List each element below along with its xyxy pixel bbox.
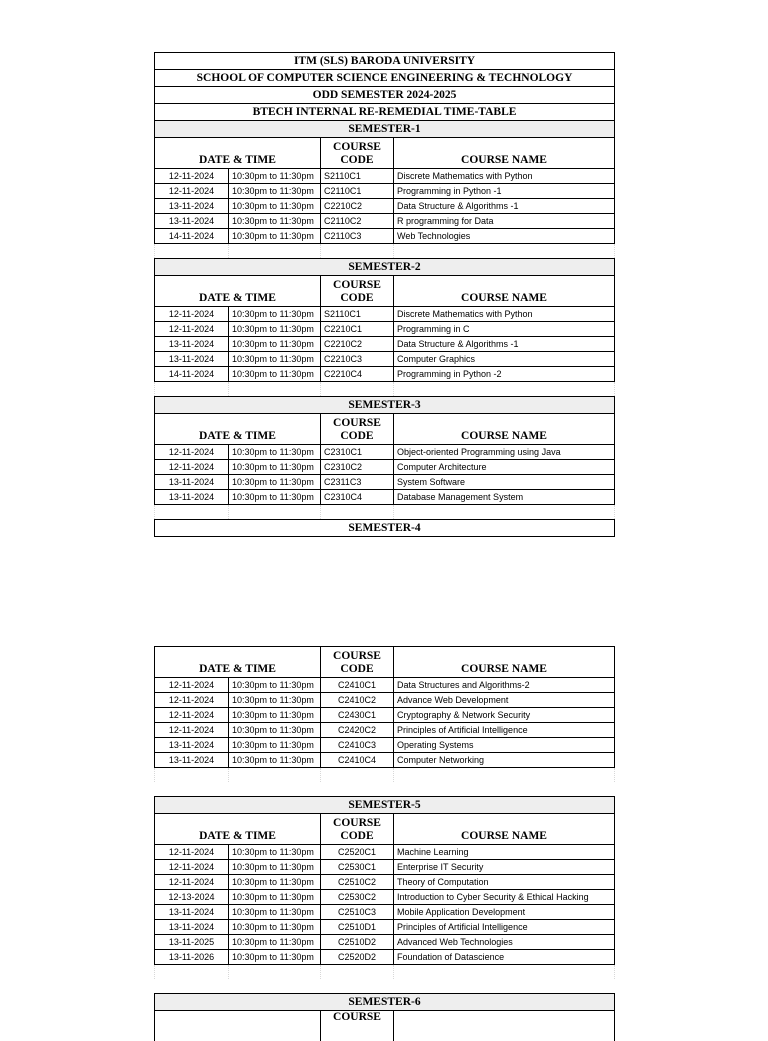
table-row: 13-11-2024 10:30pm to 11:30pm C2210C2 Data Structure & Algorithms -1 <box>155 199 615 214</box>
semester-title: SEMESTER-2 <box>155 259 615 276</box>
timetable-sheet <box>154 52 614 1041</box>
timetable-continued <box>154 646 615 1041</box>
table-row: 12-11-2024 10:30pm to 11:30pm C2110C1 Programming in Python -1 <box>155 184 615 199</box>
section-gap <box>155 979 615 994</box>
table-row: 12-11-2024 10:30pm to 11:30pm C2530C1 Enterprise IT Security <box>155 860 615 875</box>
date-time-header: DATE & TIME <box>155 814 321 845</box>
table-row: 12-11-2024 10:30pm to 11:30pm C2210C1 Programming in C <box>155 322 615 337</box>
course-code-header: COURSE CODE <box>321 814 394 845</box>
school-name: SCHOOL OF COMPUTER SCIENCE ENGINEERING & TECHNOLOGY <box>155 70 615 87</box>
table-row: 14-11-2024 10:30pm to 11:30pm C2210C4 Programming in Python -2 <box>155 367 615 382</box>
timetable-title: BTECH INTERNAL RE-REMEDIAL TIME-TABLE <box>155 104 615 121</box>
table-row: 14-11-2024 10:30pm to 11:30pm C2110C3 Web Technologies <box>155 229 615 244</box>
table-row: 12-11-2024 10:30pm to 11:30pm C2410C1 Data Structures and Algorithms-2 <box>155 678 615 693</box>
page-break-space <box>154 537 614 646</box>
table-row: 13-11-2024 10:30pm to 11:30pm C2410C4 Computer Networking <box>155 753 615 768</box>
date-time-header: DATE & TIME <box>155 414 321 445</box>
section-gap <box>155 244 615 259</box>
section-gap <box>155 965 615 980</box>
table-row: 13-11-2025 10:30pm to 11:30pm C2510D2 Advanced Web Technologies <box>155 935 615 950</box>
date-time-header: DATE & TIME <box>155 647 321 678</box>
table-row: 13-11-2024 10:30pm to 11:30pm C2311C3 System Software <box>155 475 615 490</box>
course-code-header: COURSE CODE <box>321 276 394 307</box>
course-code-header: COURSE CODE <box>321 647 394 678</box>
table-row: 13-11-2024 10:30pm to 11:30pm C2210C2 Data Structure & Algorithms -1 <box>155 337 615 352</box>
semester-title: SEMESTER-1 <box>155 121 615 138</box>
date-time-header <box>155 1011 321 1041</box>
table-row: 13-11-2024 10:30pm to 11:30pm C2410C3 Operating Systems <box>155 738 615 753</box>
section-gap <box>155 382 615 397</box>
table-row: 12-11-2024 10:30pm to 11:30pm C2520C1 Machine Learning <box>155 845 615 860</box>
course-name-header: COURSE NAME <box>394 414 615 445</box>
table-row: 12-11-2024 10:30pm to 11:30pm C2410C2 Advance Web Development <box>155 693 615 708</box>
table-row: 13-11-2024 10:30pm to 11:30pm C2110C2 R programming for Data <box>155 214 615 229</box>
semester-title: SEMESTER-4 <box>155 520 615 537</box>
semester-title: SEMESTER-5 <box>155 797 615 814</box>
table-row: 12-11-2024 10:30pm to 11:30pm S2110C1 Discrete Mathematics with Python <box>155 307 615 322</box>
table-row: 13-11-2024 10:30pm to 11:30pm C2310C4 Database Management System <box>155 490 615 505</box>
section-gap <box>155 768 615 783</box>
table-row: 12-11-2024 10:30pm to 11:30pm C2420C2 Principles of Artificial Intelligence <box>155 723 615 738</box>
course-code-header: COURSE CODE <box>321 414 394 445</box>
date-time-header: DATE & TIME <box>155 138 321 169</box>
date-time-header: DATE & TIME <box>155 276 321 307</box>
table-row: 12-11-2024 10:30pm to 11:30pm C2430C1 Cryptography & Network Security <box>155 708 615 723</box>
course-name-header <box>394 1011 615 1041</box>
semester-title: SEMESTER-3 <box>155 397 615 414</box>
semester-title: SEMESTER-6 <box>155 994 615 1011</box>
semester-period: ODD SEMESTER 2024-2025 <box>155 87 615 104</box>
section-gap <box>155 505 615 520</box>
table-row: 13-11-2026 10:30pm to 11:30pm C2520D2 Foundation of Datascience <box>155 950 615 965</box>
course-name-header: COURSE NAME <box>394 814 615 845</box>
course-code-header: COURSE CODE <box>321 138 394 169</box>
table-row: 12-11-2024 10:30pm to 11:30pm C2310C1 Object-oriented Programming using Java <box>155 445 615 460</box>
university-name: ITM (SLS) BARODA UNIVERSITY <box>155 53 615 70</box>
table-row: 13-11-2024 10:30pm to 11:30pm C2510C3 Mobile Application Development <box>155 905 615 920</box>
table-row: 12-11-2024 10:30pm to 11:30pm S2110C1 Discrete Mathematics with Python <box>155 169 615 184</box>
table-row: 13-11-2024 10:30pm to 11:30pm C2510D1 Principles of Artificial Intelligence <box>155 920 615 935</box>
table-row: 12-11-2024 10:30pm to 11:30pm C2510C2 Theory of Computation <box>155 875 615 890</box>
course-name-header: COURSE NAME <box>394 138 615 169</box>
section-gap <box>155 782 615 797</box>
table-row: 12-13-2024 10:30pm to 11:30pm C2530C2 Introduction to Cyber Security & Ethical Hacking <box>155 890 615 905</box>
table-row: 12-11-2024 10:30pm to 11:30pm C2310C2 Computer Architecture <box>155 460 615 475</box>
timetable <box>154 52 615 537</box>
course-name-header: COURSE NAME <box>394 647 615 678</box>
course-code-header: COURSE <box>321 1011 394 1041</box>
course-name-header: COURSE NAME <box>394 276 615 307</box>
table-row: 13-11-2024 10:30pm to 11:30pm C2210C3 Computer Graphics <box>155 352 615 367</box>
